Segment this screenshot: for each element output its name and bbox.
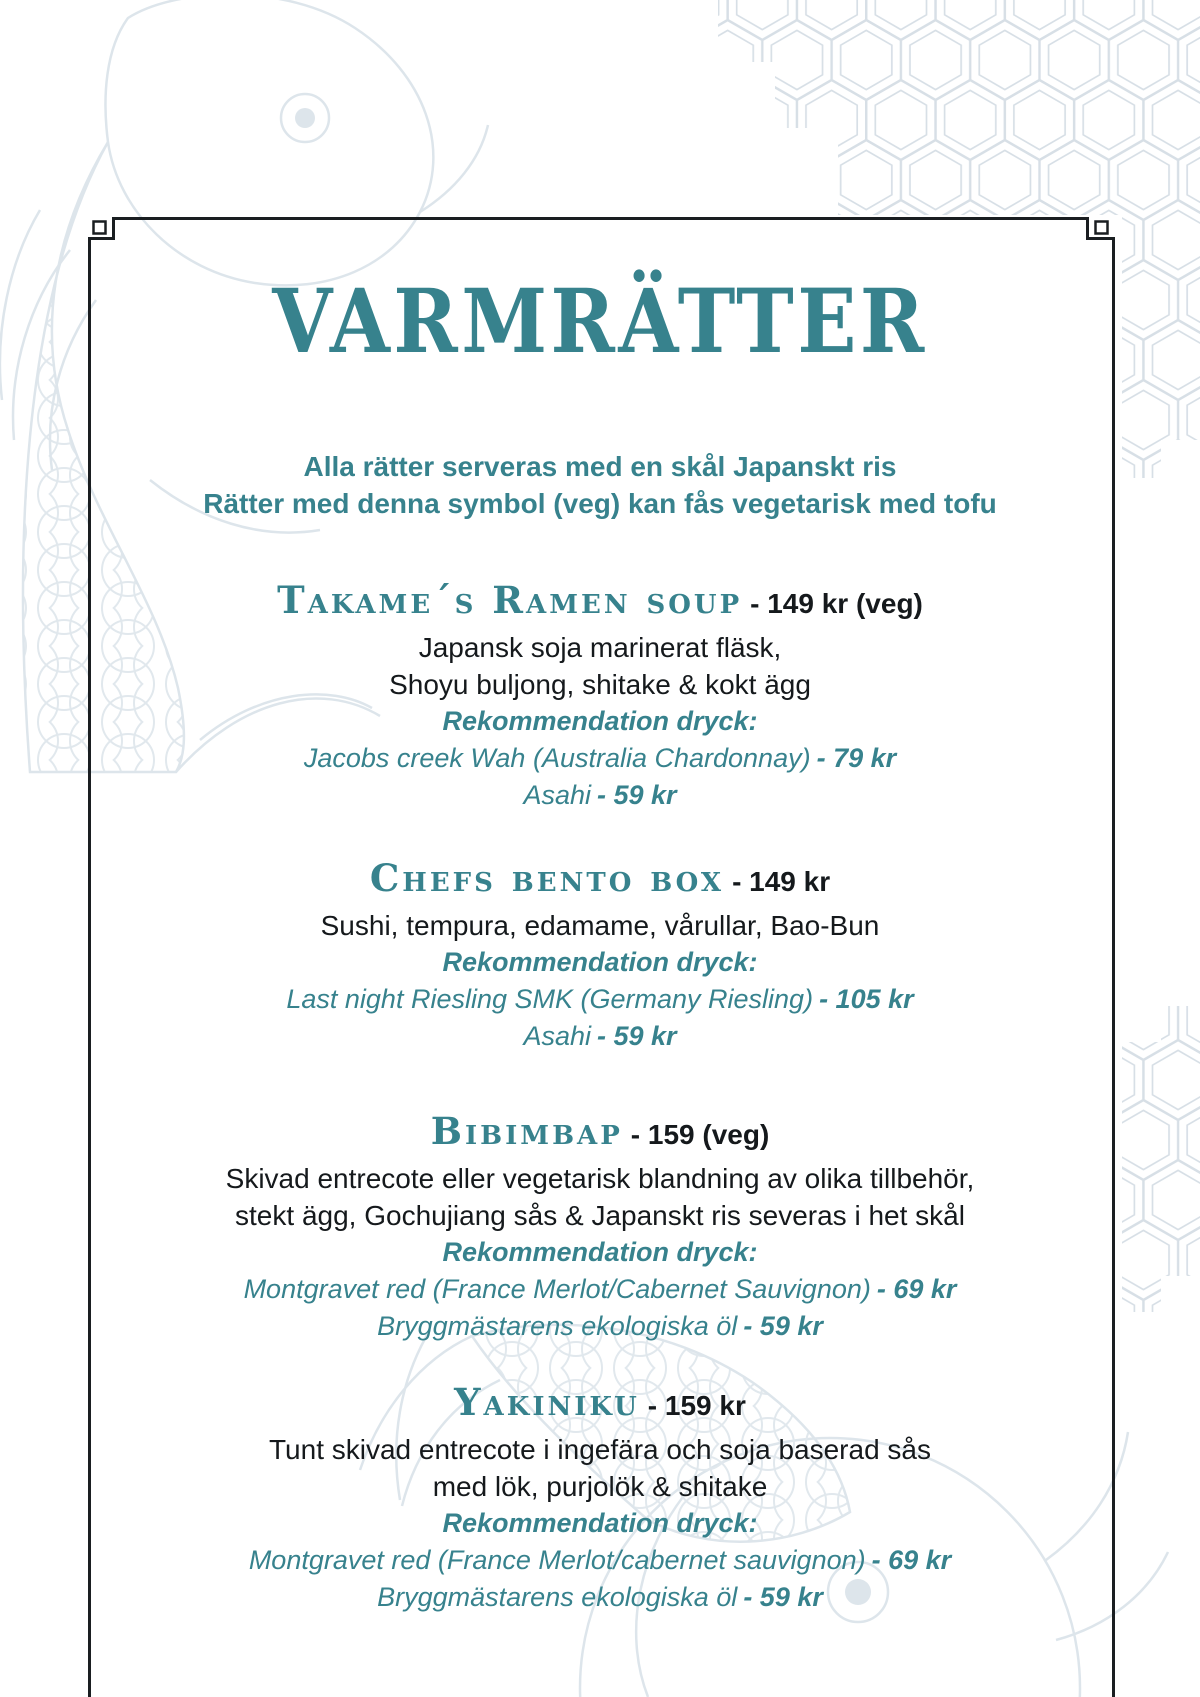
drink-option xyxy=(0,1542,1200,1579)
drink-name: Montgravet red (France Merlot/Cabernet Sauvignon) xyxy=(243,1274,871,1304)
item-description: med lök, purjolök & shitake xyxy=(432,1471,768,1502)
menu-item-yakiniku xyxy=(0,1379,1200,1616)
item-title xyxy=(0,577,1200,629)
drink-price: - 69 kr xyxy=(876,1274,957,1304)
item-description: Shoyu buljong, shitake & kokt ägg xyxy=(389,669,811,700)
item-price: - 149 kr (veg) xyxy=(750,588,923,619)
drink-option xyxy=(0,1018,1200,1055)
menu-item-bibimbap xyxy=(0,1108,1200,1345)
intro-line-1: Alla rätter serveras med en skål Japanskt ris xyxy=(303,451,897,482)
item-price: - 159 kr xyxy=(647,1390,746,1421)
drink-price: - 59 kr xyxy=(743,1582,823,1612)
drink-price: - 59 kr xyxy=(743,1311,823,1341)
drink-recommendation-label: Rekommendation dryck: xyxy=(442,1237,758,1267)
drink-price: - 105 kr xyxy=(819,984,914,1014)
drink-price: - 59 kr xyxy=(596,1021,677,1051)
item-description: Sushi, tempura, edamame, vårullar, Bao-Bun xyxy=(320,910,880,941)
drink-name: Montgravet red (France Merlot/cabernet sauvignon) xyxy=(248,1545,866,1575)
item-description: Skivad entrecote eller vegetarisk blandning av olika tillbehör, xyxy=(225,1163,975,1194)
drink-name: Jacobs creek Wah (Australia Chardonnay) xyxy=(303,743,811,773)
drink-option xyxy=(0,981,1200,1018)
drink-name: Last night Riesling SMK (Germany Riesling) xyxy=(286,984,814,1014)
intro-block xyxy=(0,448,1200,522)
drink-recommendation-label: Rekommendation dryck: xyxy=(442,947,758,977)
item-description: Tunt skivad entrecote i ingefära och soja baserad sås xyxy=(268,1434,931,1465)
item-name: Yakiniku xyxy=(454,1380,640,1424)
drink-name: Asahi xyxy=(523,1021,591,1051)
drink-name: Bryggmästarens ekologiska öl xyxy=(377,1582,738,1612)
drink-price: - 79 kr xyxy=(816,743,897,773)
item-price: - 149 kr xyxy=(732,866,831,897)
item-price: - 159 (veg) xyxy=(630,1119,770,1150)
drink-option xyxy=(0,1308,1200,1345)
drink-name: Bryggmästarens ekologiska öl xyxy=(377,1311,738,1341)
drink-option xyxy=(0,740,1200,777)
item-name: Bibimbap xyxy=(430,1109,623,1153)
intro-line-2: Rätter med denna symbol (veg) kan fås vegetarisk med tofu xyxy=(203,488,997,519)
item-description: Japansk soja marinerat fläsk, xyxy=(418,632,782,663)
drink-recommendation-label: Rekommendation dryck: xyxy=(442,1508,758,1538)
drink-option xyxy=(0,1271,1200,1308)
item-description: stekt ägg, Gochujiang sås & Japanskt ris severas i het skål xyxy=(235,1200,965,1231)
drink-name: Asahi xyxy=(523,780,591,810)
item-name: Takame´s Ramen soup xyxy=(277,578,743,622)
drink-price: - 59 kr xyxy=(596,780,677,810)
item-title xyxy=(0,855,1200,907)
drink-option xyxy=(0,1579,1200,1616)
drink-option xyxy=(0,777,1200,814)
menu-item-takames-ramen-soup xyxy=(0,577,1200,814)
menu-item-chefs-bento-box xyxy=(0,855,1200,1055)
drink-price: - 69 kr xyxy=(871,1545,952,1575)
item-name: Chefs bento box xyxy=(369,856,725,900)
drink-recommendation-label: Rekommendation dryck: xyxy=(442,706,758,736)
page-title: VARMRÄTTER xyxy=(272,269,928,373)
item-title xyxy=(0,1379,1200,1431)
item-title xyxy=(0,1108,1200,1160)
